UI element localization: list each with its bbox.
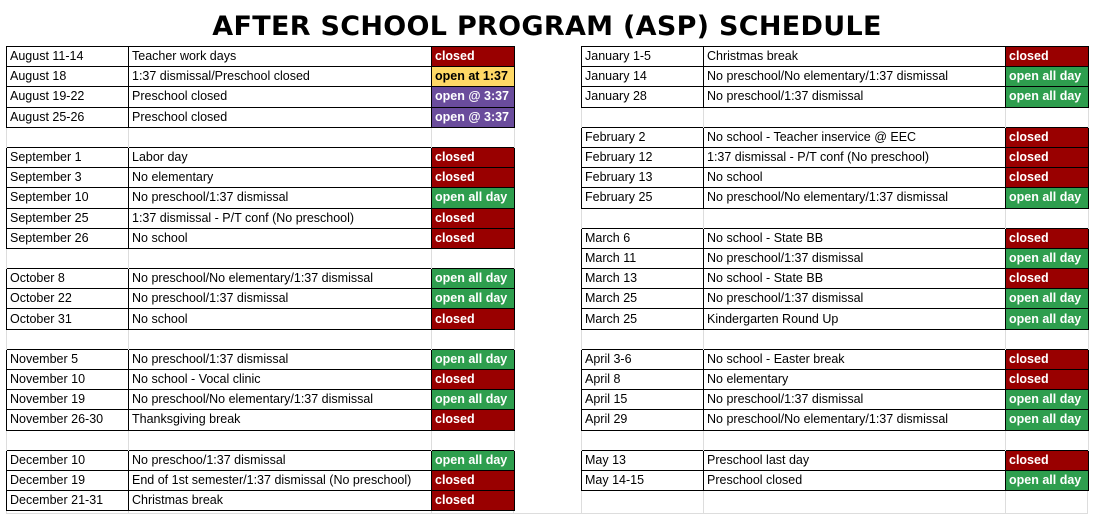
date-cell[interactable]: October 8 [7, 269, 129, 289]
event-cell[interactable]: 1:37 dismissal/Preschool closed [129, 67, 432, 87]
spacer-row [7, 329, 515, 349]
schedule-row [7, 87, 515, 107]
empty-cell [432, 430, 515, 450]
empty-cell [129, 248, 432, 268]
status-cell[interactable]: closed [1006, 147, 1089, 167]
empty-cell [7, 127, 129, 147]
empty-cell [129, 329, 432, 349]
schedule-row [7, 491, 515, 511]
status-cell[interactable]: open all day [1006, 289, 1089, 309]
status-cell[interactable]: closed [432, 147, 515, 167]
date-cell[interactable]: March 6 [582, 228, 704, 248]
event-cell[interactable]: No preschool/1:37 dismissal [129, 349, 432, 369]
event-cell[interactable]: Preschool closed [704, 470, 1006, 490]
event-cell[interactable]: Teacher work days [129, 47, 432, 67]
status-cell[interactable]: open @ 3:37 [432, 107, 515, 127]
empty-cell [7, 248, 129, 268]
date-cell[interactable]: November 19 [7, 390, 129, 410]
event-cell[interactable]: No preschool/No elementary/1:37 dismissal [704, 188, 1006, 208]
date-cell[interactable]: September 25 [7, 208, 129, 228]
empty-cell [704, 430, 1006, 450]
date-cell[interactable]: November 10 [7, 370, 129, 390]
event-cell[interactable]: No preschool/1:37 dismissal [704, 248, 1006, 268]
schedule-row [7, 147, 515, 167]
event-cell[interactable]: Thanksgiving break [129, 410, 432, 430]
event-cell[interactable]: No elementary [704, 370, 1006, 390]
schedule-row [582, 309, 1089, 329]
schedule-row [582, 390, 1089, 410]
schedule-row [7, 208, 515, 228]
date-cell[interactable]: September 1 [7, 147, 129, 167]
status-cell[interactable]: open all day [1006, 309, 1089, 329]
schedule-row [582, 248, 1089, 268]
status-cell[interactable]: open all day [1006, 67, 1089, 87]
date-cell[interactable]: March 25 [582, 309, 704, 329]
date-cell[interactable]: February 13 [582, 168, 704, 188]
date-cell[interactable]: February 2 [582, 127, 704, 147]
spreadsheet [6, 6, 1088, 514]
schedule-row [582, 188, 1089, 208]
status-cell[interactable]: closed [432, 410, 515, 430]
date-cell[interactable]: March 11 [582, 248, 704, 268]
status-cell[interactable]: closed [1006, 168, 1089, 188]
schedule-table-right [581, 46, 1089, 491]
status-cell[interactable]: closed [432, 491, 515, 511]
date-cell[interactable]: August 19-22 [7, 87, 129, 107]
empty-cell [704, 107, 1006, 127]
date-cell[interactable]: February 25 [582, 188, 704, 208]
event-cell[interactable]: Preschool closed [129, 87, 432, 107]
status-cell[interactable]: closed [1006, 269, 1089, 289]
spacer-row [582, 329, 1089, 349]
schedule-row [582, 470, 1089, 490]
event-cell[interactable]: No school - Teacher inservice @ EEC [704, 127, 1006, 147]
event-cell[interactable]: No preschool/1:37 dismissal [129, 188, 432, 208]
event-cell[interactable]: End of 1st semester/1:37 dismissal (No preschool) [129, 470, 432, 490]
date-cell[interactable]: September 10 [7, 188, 129, 208]
status-cell[interactable]: open all day [432, 349, 515, 369]
event-cell[interactable]: No preschool/No elementary/1:37 dismissal [704, 410, 1006, 430]
status-cell[interactable]: open all day [1006, 410, 1089, 430]
status-cell[interactable]: open all day [1006, 188, 1089, 208]
status-cell[interactable]: closed [1006, 349, 1089, 369]
status-cell[interactable]: open @ 3:37 [432, 87, 515, 107]
schedule-row [582, 269, 1089, 289]
event-cell[interactable]: 1:37 dismissal - P/T conf (No preschool) [704, 147, 1006, 167]
event-cell[interactable]: No preschool/1:37 dismissal [704, 87, 1006, 107]
spacer-row [7, 430, 515, 450]
status-cell[interactable]: open at 1:37 [432, 67, 515, 87]
schedule-row [582, 349, 1089, 369]
schedule-row [7, 410, 515, 430]
status-cell[interactable]: closed [1006, 127, 1089, 147]
schedule-row [7, 47, 515, 67]
date-cell[interactable]: August 25-26 [7, 107, 129, 127]
status-cell[interactable]: open all day [1006, 248, 1089, 268]
event-cell[interactable]: No preschool/1:37 dismissal [704, 289, 1006, 309]
spacer-row [7, 127, 515, 147]
empty-cell [1006, 329, 1089, 349]
schedule-row [582, 450, 1089, 470]
empty-cell [1006, 208, 1089, 228]
event-cell[interactable]: No elementary [129, 168, 432, 188]
event-cell[interactable]: Labor day [129, 147, 432, 167]
empty-cell [1006, 107, 1089, 127]
schedule-row [7, 67, 515, 87]
schedule-row [7, 107, 515, 127]
event-cell[interactable]: Preschool closed [129, 107, 432, 127]
empty-cell [582, 208, 704, 228]
status-cell[interactable]: open all day [432, 289, 515, 309]
empty-cell [1006, 430, 1089, 450]
date-cell[interactable]: November 26-30 [7, 410, 129, 430]
date-cell[interactable]: August 18 [7, 67, 129, 87]
date-cell[interactable]: February 12 [582, 147, 704, 167]
schedule-row [7, 269, 515, 289]
status-cell[interactable]: closed [1006, 370, 1089, 390]
date-cell[interactable]: September 3 [7, 168, 129, 188]
date-cell[interactable]: March 25 [582, 289, 704, 309]
status-cell[interactable]: closed [432, 309, 515, 329]
date-cell[interactable]: August 11-14 [7, 47, 129, 67]
grid-line [6, 513, 1088, 514]
date-cell[interactable]: January 1-5 [582, 47, 704, 67]
empty-cell [704, 329, 1006, 349]
empty-cell [7, 430, 129, 450]
schedule-row [7, 390, 515, 410]
schedule-row [7, 188, 515, 208]
event-cell[interactable]: Kindergarten Round Up [704, 309, 1006, 329]
event-cell[interactable]: No preschool/No elementary/1:37 dismissal [129, 269, 432, 289]
date-cell[interactable]: November 5 [7, 349, 129, 369]
schedule-row [582, 147, 1089, 167]
spacer-row [582, 107, 1089, 127]
schedule-row [582, 410, 1089, 430]
date-cell[interactable]: May 14-15 [582, 470, 704, 490]
schedule-table-left [6, 46, 515, 511]
schedule-row [582, 47, 1089, 67]
schedule-row [582, 370, 1089, 390]
schedule-row [7, 289, 515, 309]
event-cell[interactable]: No preschool/1:37 dismissal [704, 390, 1006, 410]
empty-cell [432, 127, 515, 147]
empty-cell [129, 430, 432, 450]
date-cell[interactable]: October 22 [7, 289, 129, 309]
schedule-row [582, 289, 1089, 309]
date-cell[interactable]: April 8 [582, 370, 704, 390]
schedule-row [7, 450, 515, 470]
schedule-row [7, 168, 515, 188]
date-cell[interactable]: December 19 [7, 470, 129, 490]
empty-cell [582, 107, 704, 127]
schedule-row [7, 349, 515, 369]
empty-cell [432, 329, 515, 349]
event-cell[interactable]: No school - State BB [704, 269, 1006, 289]
event-cell[interactable]: No school [129, 228, 432, 248]
status-cell[interactable]: closed [432, 168, 515, 188]
status-cell[interactable]: closed [1006, 450, 1089, 470]
status-cell[interactable]: open all day [432, 188, 515, 208]
schedule-row [582, 127, 1089, 147]
event-cell[interactable]: No preschoo/1:37 dismissal [129, 450, 432, 470]
event-cell[interactable]: No preschool/1:37 dismissal [129, 289, 432, 309]
status-cell[interactable]: open all day [1006, 470, 1089, 490]
event-cell[interactable]: No school [129, 309, 432, 329]
status-cell[interactable]: closed [1006, 228, 1089, 248]
event-cell[interactable]: No school [704, 168, 1006, 188]
date-cell[interactable]: September 26 [7, 228, 129, 248]
event-cell[interactable]: No school - Easter break [704, 349, 1006, 369]
event-cell[interactable]: No preschool/No elementary/1:37 dismissal [704, 67, 1006, 87]
empty-cell [582, 430, 704, 450]
date-cell[interactable]: January 14 [582, 67, 704, 87]
event-cell[interactable]: Christmas break [704, 47, 1006, 67]
schedule-row [7, 370, 515, 390]
date-cell[interactable]: October 31 [7, 309, 129, 329]
schedule-row [582, 228, 1089, 248]
status-cell[interactable]: open all day [1006, 87, 1089, 107]
schedule-row [7, 228, 515, 248]
spacer-row [7, 248, 515, 268]
status-cell[interactable]: open all day [432, 269, 515, 289]
event-cell[interactable]: Christmas break [129, 491, 432, 511]
status-cell[interactable]: open all day [1006, 390, 1089, 410]
event-cell[interactable]: No school - State BB [704, 228, 1006, 248]
schedule-row [582, 168, 1089, 188]
schedule-row [7, 309, 515, 329]
empty-cell [7, 329, 129, 349]
status-cell[interactable]: open all day [432, 450, 515, 470]
page-title: AFTER SCHOOL PROGRAM (ASP) SCHEDULE [6, 6, 1088, 46]
date-cell[interactable]: May 13 [582, 450, 704, 470]
date-cell[interactable]: April 29 [582, 410, 704, 430]
schedule-row [7, 470, 515, 490]
empty-cell [432, 248, 515, 268]
event-cell[interactable]: No school - Vocal clinic [129, 370, 432, 390]
date-cell[interactable]: March 13 [582, 269, 704, 289]
empty-cell [129, 127, 432, 147]
status-cell[interactable]: closed [432, 47, 515, 67]
status-cell[interactable]: closed [1006, 47, 1089, 67]
status-cell[interactable]: open all day [432, 390, 515, 410]
empty-cell [704, 208, 1006, 228]
date-cell[interactable]: January 28 [582, 87, 704, 107]
schedule-row [582, 67, 1089, 87]
event-cell[interactable]: No preschool/No elementary/1:37 dismissal [129, 390, 432, 410]
status-cell[interactable]: closed [432, 470, 515, 490]
date-cell[interactable]: December 21-31 [7, 491, 129, 511]
status-cell[interactable]: closed [432, 228, 515, 248]
date-cell[interactable]: April 3-6 [582, 349, 704, 369]
empty-cell [582, 329, 704, 349]
event-cell[interactable]: Preschool last day [704, 450, 1006, 470]
status-cell[interactable]: closed [432, 208, 515, 228]
event-cell[interactable]: 1:37 dismissal - P/T conf (No preschool) [129, 208, 432, 228]
spacer-row [582, 208, 1089, 228]
schedule-row [582, 87, 1089, 107]
status-cell[interactable]: closed [432, 370, 515, 390]
spacer-row [582, 430, 1089, 450]
date-cell[interactable]: April 15 [582, 390, 704, 410]
date-cell[interactable]: December 10 [7, 450, 129, 470]
